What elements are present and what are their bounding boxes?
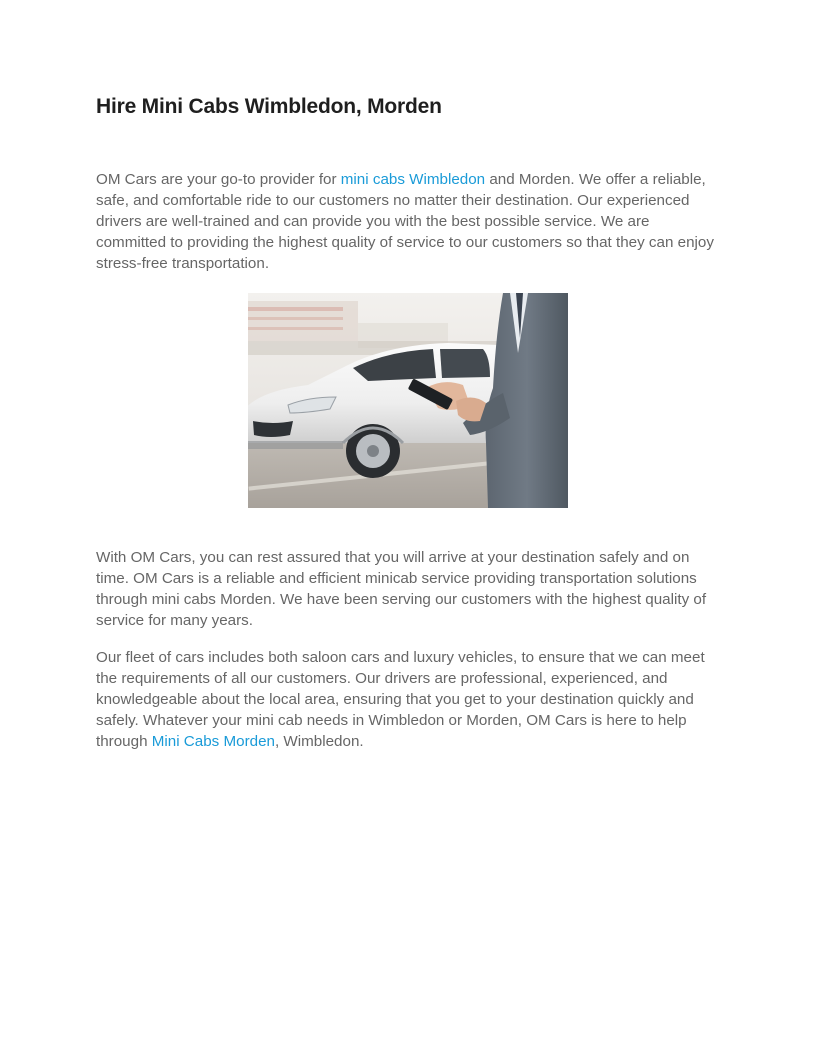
mini-cabs-wimbledon-link[interactable]: mini cabs Wimbledon [340,171,486,188]
assurance-paragraph: With OM Cars, you can rest assured that you will arrive at your destination safely and on time. OM Cars is a reliable and efficient minicab service providing transportation solutions through mini cabs Morden. We have been serving our customers with the highest quality of service for many years. [96,549,707,629]
page-title: Hire Mini Cabs Wimbledon, Morden [96,95,442,118]
fleet-paragraph [96,647,720,752]
intro-text-end: and Morden. We offer a reliable, safe, and comfortable ride to our customers no matter their destination. Our experienced drivers are well-trained and can provide you with the best possible service. We are committed to providing the highest quality of service to our customers so that they can enjoy stress-free transportation. [96,171,714,272]
fleet-text-start: Our fleet of cars includes both saloon cars and luxury vehicles, to ensure that we can meet the requirements of all our customers. Our drivers are professional, experienced, and knowledgeable about the local area, ensuring that you get to your destination quickly and safely. Whatever your mini cab needs in Wimbledon or Morden, OM Cars is here to help through [96,649,705,750]
fleet-text-end: , Wimbledon. [274,733,364,750]
mini-cabs-morden-link[interactable]: Mini Cabs Morden [151,733,275,750]
intro-paragraph [96,169,720,274]
car-and-businessman-photo [248,293,568,508]
intro-text-start: OM Cars are your go-to provider for [96,171,341,188]
